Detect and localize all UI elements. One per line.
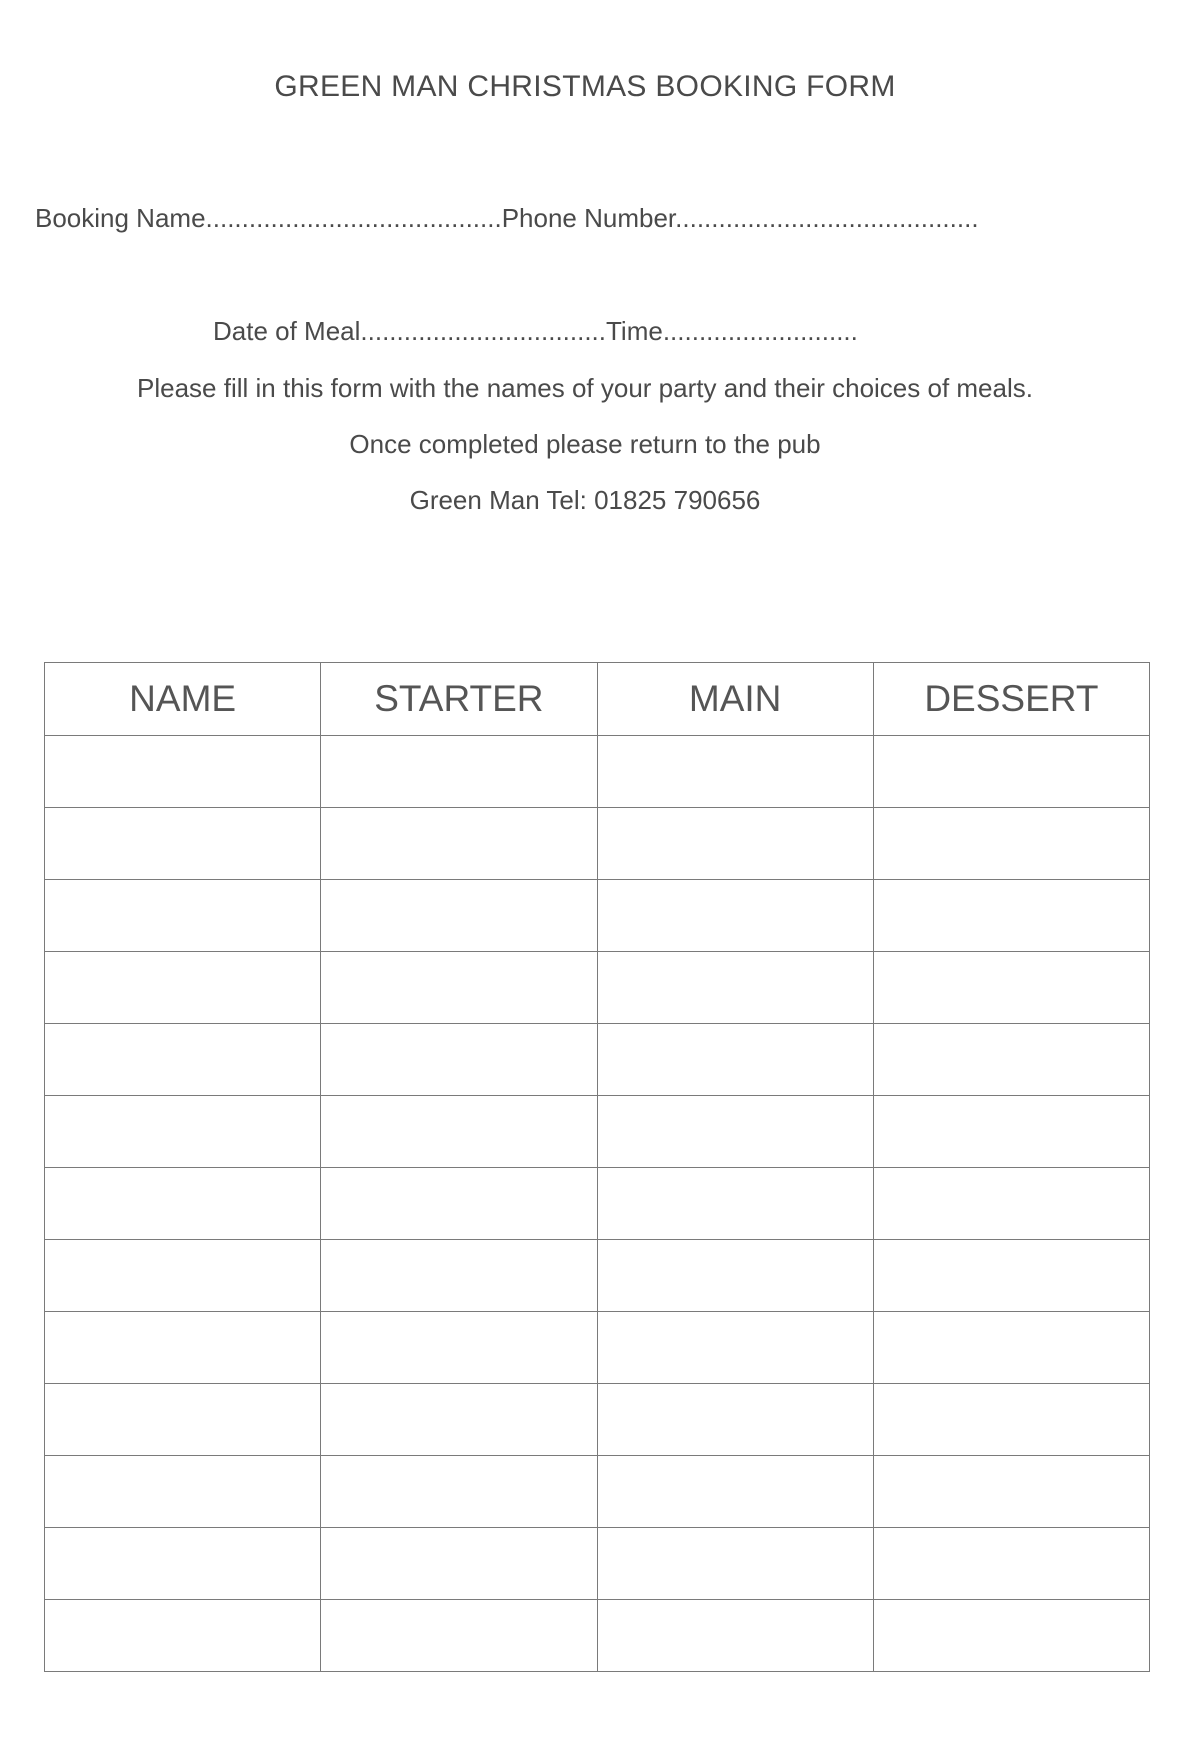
cell-name[interactable]: [45, 1240, 321, 1312]
cell-dessert[interactable]: [873, 952, 1149, 1024]
cell-name[interactable]: [45, 736, 321, 808]
cell-name[interactable]: [45, 1456, 321, 1528]
cell-main[interactable]: [597, 1096, 873, 1168]
cell-main[interactable]: [597, 736, 873, 808]
table-row: [45, 808, 1150, 880]
table-row: [45, 1384, 1150, 1456]
cell-main[interactable]: [597, 952, 873, 1024]
table-row: [45, 1240, 1150, 1312]
cell-name[interactable]: [45, 1600, 321, 1672]
header-name: NAME: [45, 663, 321, 736]
table-row: [45, 1096, 1150, 1168]
cell-dessert[interactable]: [873, 1096, 1149, 1168]
cell-name[interactable]: [45, 808, 321, 880]
table-row: [45, 1312, 1150, 1384]
return-instruction-text: Once completed please return to the pub: [349, 429, 821, 459]
header-starter: STARTER: [321, 663, 597, 736]
cell-name[interactable]: [45, 952, 321, 1024]
cell-dessert[interactable]: [873, 736, 1149, 808]
cell-dessert[interactable]: [873, 1456, 1149, 1528]
table-row: [45, 880, 1150, 952]
instruction-text: Please fill in this form with the names of your party and their choices of meals.: [137, 373, 1033, 403]
header-dessert: DESSERT: [873, 663, 1149, 736]
cell-main[interactable]: [597, 1312, 873, 1384]
cell-main[interactable]: [597, 1528, 873, 1600]
cell-starter[interactable]: [321, 880, 597, 952]
cell-name[interactable]: [45, 1528, 321, 1600]
cell-starter[interactable]: [321, 1240, 597, 1312]
cell-starter[interactable]: [321, 1384, 597, 1456]
cell-starter[interactable]: [321, 1168, 597, 1240]
cell-starter[interactable]: [321, 1528, 597, 1600]
cell-dessert[interactable]: [873, 1312, 1149, 1384]
cell-dessert[interactable]: [873, 1384, 1149, 1456]
table-body: [45, 736, 1150, 1672]
cell-dessert[interactable]: [873, 1240, 1149, 1312]
cell-starter[interactable]: [321, 736, 597, 808]
table-row: [45, 1528, 1150, 1600]
cell-starter[interactable]: [321, 1600, 597, 1672]
date-time-field-line[interactable]: Date of Meal..................................Time...........................: [213, 316, 858, 346]
cell-dessert[interactable]: [873, 1528, 1149, 1600]
cell-name[interactable]: [45, 1168, 321, 1240]
cell-main[interactable]: [597, 1384, 873, 1456]
table-header-row: [45, 663, 1150, 736]
cell-starter[interactable]: [321, 952, 597, 1024]
cell-starter[interactable]: [321, 808, 597, 880]
cell-name[interactable]: [45, 880, 321, 952]
cell-dessert[interactable]: [873, 880, 1149, 952]
table-row: [45, 952, 1150, 1024]
cell-starter[interactable]: [321, 1456, 597, 1528]
cell-main[interactable]: [597, 880, 873, 952]
cell-dessert[interactable]: [873, 1600, 1149, 1672]
cell-name[interactable]: [45, 1024, 321, 1096]
cell-dessert[interactable]: [873, 808, 1149, 880]
cell-starter[interactable]: [321, 1024, 597, 1096]
cell-main[interactable]: [597, 1024, 873, 1096]
cell-dessert[interactable]: [873, 1024, 1149, 1096]
cell-main[interactable]: [597, 1600, 873, 1672]
cell-name[interactable]: [45, 1312, 321, 1384]
booking-name-phone-field-line[interactable]: Booking Name.........................................Phone Number..........................................: [35, 203, 979, 233]
table-row: [45, 1024, 1150, 1096]
cell-dessert[interactable]: [873, 1168, 1149, 1240]
table-row: [45, 1600, 1150, 1672]
cell-name[interactable]: [45, 1384, 321, 1456]
cell-main[interactable]: [597, 1168, 873, 1240]
table-row: [45, 1168, 1150, 1240]
meal-choices-table: [44, 662, 1150, 1672]
cell-starter[interactable]: [321, 1096, 597, 1168]
cell-starter[interactable]: [321, 1312, 597, 1384]
cell-main[interactable]: [597, 808, 873, 880]
table-row: [45, 736, 1150, 808]
cell-name[interactable]: [45, 1096, 321, 1168]
pub-phone-number: Green Man Tel: 01825 790656: [409, 485, 761, 515]
cell-main[interactable]: [597, 1240, 873, 1312]
form-title: GREEN MAN CHRISTMAS BOOKING FORM: [274, 70, 896, 103]
table-row: [45, 1456, 1150, 1528]
cell-main[interactable]: [597, 1456, 873, 1528]
header-main: MAIN: [597, 663, 873, 736]
